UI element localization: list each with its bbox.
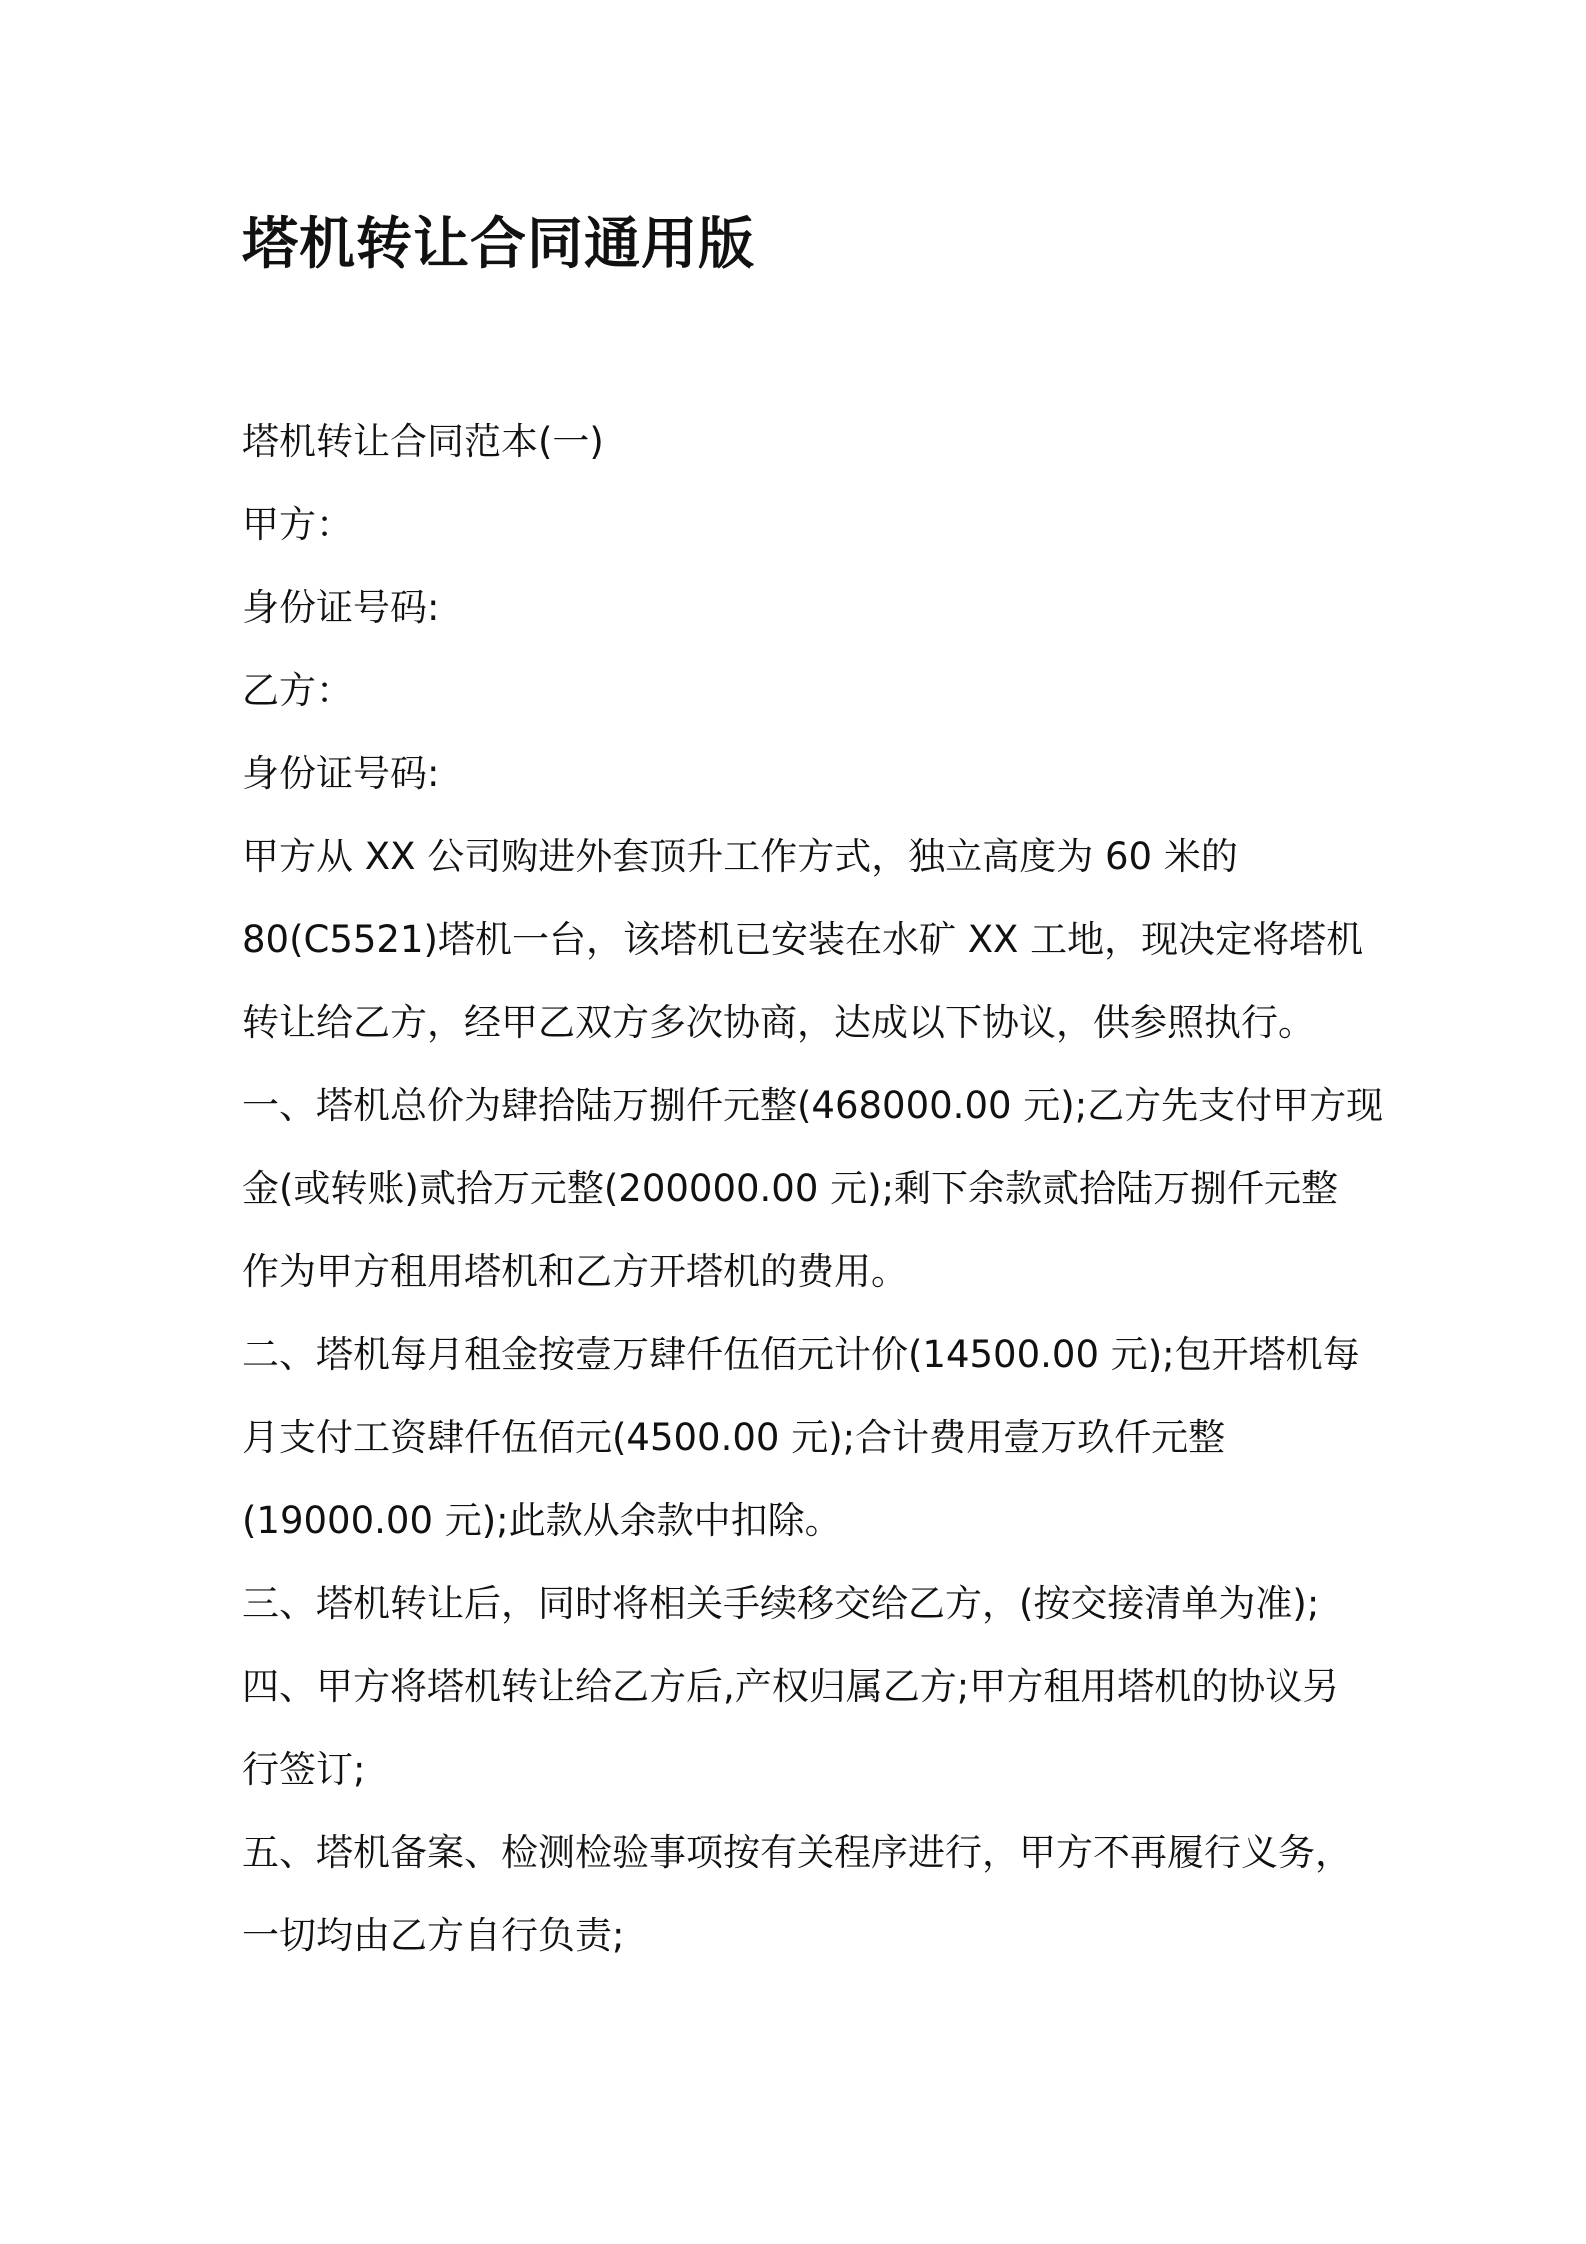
party-b-id-label: 身份证号码:	[242, 752, 440, 795]
clause-2-line: (19000.00 元);此款从余款中扣除。	[242, 1499, 842, 1542]
intro-line: 转让给乙方，经甲乙双方多次协商，达成以下协议，供参照执行。	[242, 1001, 1315, 1044]
party-b-label: 乙方：	[242, 669, 353, 712]
clause-1-line: 一、塔机总价为肆拾陆万捌仟元整(468000.00 元);乙方先支付甲方现	[242, 1084, 1384, 1127]
clause-2-line: 月支付工资肆仟伍佰元(4500.00 元);合计费用壹万玖仟元整	[242, 1416, 1226, 1459]
intro-line: 甲方从 XX 公司购进外套顶升工作方式，独立高度为 60 米的	[242, 835, 1238, 878]
clause-5-line: 五、塔机备案、检测检验事项按有关程序进行，甲方不再履行义务，	[242, 1831, 1352, 1874]
clause-4-line: 行签订;	[242, 1748, 366, 1791]
document-body	[242, 400, 1384, 1977]
clause-1-line: 金(或转账)贰拾万元整(200000.00 元);剩下余款贰拾陆万捌仟元整	[242, 1167, 1339, 1210]
party-a-id-label: 身份证号码:	[242, 586, 440, 629]
clause-2-line: 二、塔机每月租金按壹万肆仟伍佰元计价(14500.00 元);包开塔机每	[242, 1333, 1360, 1376]
document-title: 塔机转让合同通用版	[242, 212, 755, 277]
clause-1-line: 作为甲方租用塔机和乙方开塔机的费用。	[242, 1250, 908, 1293]
clause-3-line: 三、塔机转让后，同时将相关手续移交给乙方，(按交接清单为准);	[242, 1582, 1320, 1625]
clause-4-line: 四、甲方将塔机转让给乙方后,产权归属乙方;甲方租用塔机的协议另	[242, 1665, 1340, 1708]
intro-line: 80(C5521)塔机一台，该塔机已安装在水矿 XX 工地，现决定将塔机	[242, 918, 1364, 961]
clause-5-line: 一切均由乙方自行负责;	[242, 1914, 625, 1957]
section-heading: 塔机转让合同范本(一)	[242, 420, 604, 463]
party-a-label: 甲方：	[242, 503, 353, 546]
